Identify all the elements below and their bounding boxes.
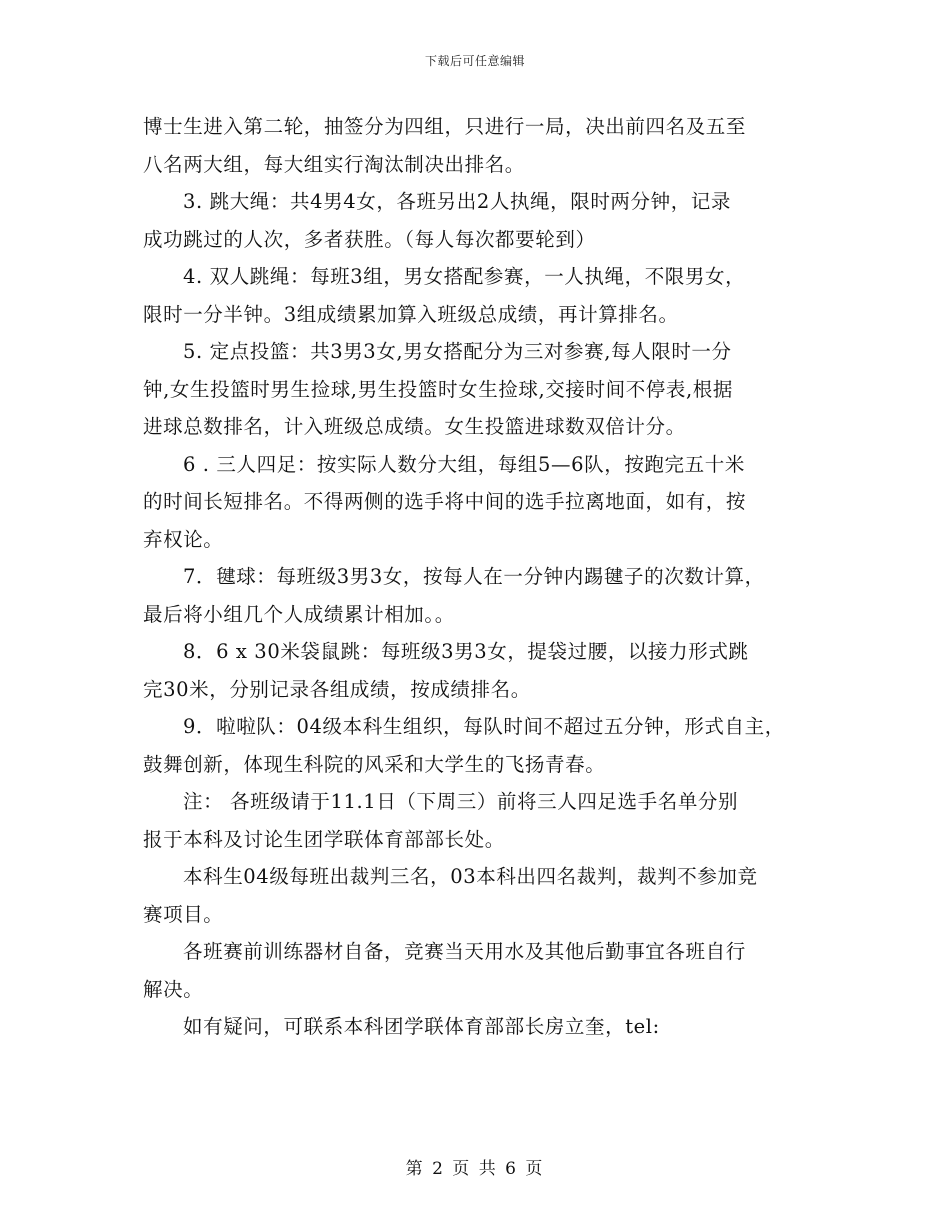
text-line: 如有疑问，可联系本科团学联体育部部长房立奎，tel: [183, 1015, 660, 1038]
text-line: 4. 双人跳绳：每班3组，男女搭配参赛，一人执绳，不限男女， [183, 265, 746, 288]
paragraph-sack-race [143, 633, 823, 708]
text-line: 限时一分半钟。3组成绩累加算入班级总成绩，再计算排名。 [143, 302, 679, 326]
paragraph-shooting [143, 333, 823, 446]
paragraph-three-legged [143, 446, 823, 559]
paragraph-shuttlecock [143, 558, 823, 633]
text-line: 成功跳过的人次，多者获胜。（每人每次都要轮到） [143, 227, 596, 251]
paragraph-equipment [143, 933, 823, 1008]
text-line: 报于本科及讨论生团学联体育部部长处。 [143, 827, 505, 851]
text-line: 8．6 x 30米袋鼠跳：每班级3男3女，提袋过腰，以接力形式跳 [183, 640, 749, 663]
text-line: 9．啦啦队：04级本科生组织，每队时间不超过五分钟，形式自主， [183, 715, 785, 738]
text-line: 3. 跳大绳：共4男4女，各班另出2人执绳，限时两分钟，记录 [183, 190, 732, 213]
paragraph-referees [143, 858, 823, 933]
paragraph-note [143, 783, 823, 858]
text-line: 本科生04级每班出裁判三名，03本科出四名裁判，裁判不参加竞 [183, 865, 758, 888]
text-line: 鼓舞创新，体现生科院的风采和大学生的飞扬青春。 [143, 752, 606, 776]
text-line: 最后将小组几个人成绩累计相加。。 [143, 602, 455, 626]
paragraph-long-rope [143, 183, 823, 258]
text-line: 完30米，分别记录各组成绩，按成绩排名。 [143, 677, 531, 701]
text-line: 八名两大组，每大组实行淘汰制决出排名。 [143, 152, 525, 176]
paragraph-double-rope [143, 258, 823, 333]
text-line: 钟,女生投篮时男生捡球,男生投篮时女生捡球,交接时间不停表,根据 [143, 377, 733, 401]
paragraph-contact [143, 1008, 823, 1046]
paragraph-round-two [143, 108, 823, 183]
page-number: 第 2 页 共 6 页 [405, 1159, 545, 1179]
text-line: 弃权论。 [143, 527, 224, 551]
text-line: 的时间长短排名。不得两侧的选手将中间的选手拉离地面，如有，按 [143, 490, 747, 513]
text-line: 博士生进入第二轮，抽签分为四组，只进行一局，决出前四名及五至 [143, 115, 747, 138]
paragraph-cheerleading [143, 708, 823, 783]
text-line: 赛项目。 [143, 902, 224, 926]
text-line: 注： 各班级请于11.1日（下周三）前将三人四足选手名单分别 [183, 790, 739, 813]
text-line: 解决。 [143, 977, 204, 1001]
text-line: 5. 定点投篮：共3男3女,男女搭配分为三对参赛,每人限时一分 [183, 340, 732, 363]
page-header: 下载后可任意编辑 [424, 54, 525, 68]
document-body [143, 108, 823, 1046]
text-line: 6 . 三人四足：按实际人数分大组，每组5—6队，按跑完五十米 [183, 452, 745, 476]
text-line: 各班赛前训练器材自备，竞赛当天用水及其他后勤事宜各班自行 [183, 940, 746, 963]
text-line: 7．毽球：每班级3男3女，按每人在一分钟内踢毽子的次数计算， [183, 565, 765, 588]
text-line: 进球总数排名，计入班级总成绩。女生投篮进球数双倍计分。 [143, 415, 686, 438]
